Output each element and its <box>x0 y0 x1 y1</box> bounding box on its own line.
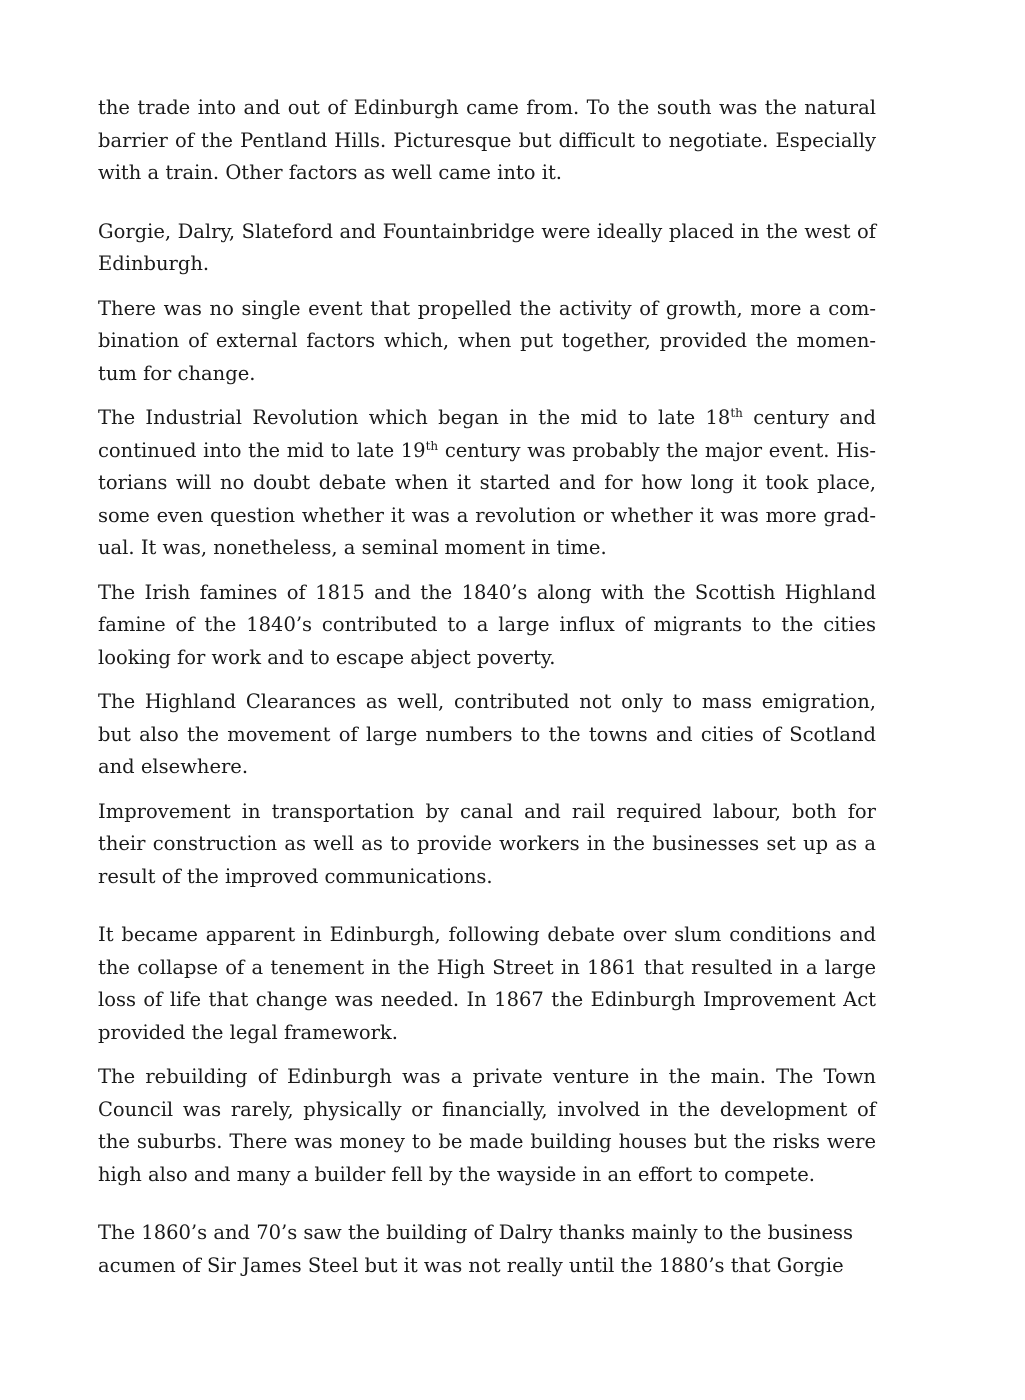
paragraph-4 <box>98 402 876 565</box>
paragraph-1 <box>98 92 876 190</box>
paragraph-4-text-c: century was probably the major event. Historians will no doubt debate when it started and for how long it took place, some even question whether it was a revolution or whether it was more gradual. It was, nonetheless, a seminal moment in time. <box>98 438 876 559</box>
paragraph-3-text: There was no single event that propelled the activity of growth, more a combination of external factors which, when put together, provided the momentum for change. <box>98 296 876 385</box>
paragraph-6 <box>98 686 876 784</box>
paragraph-7-text: Improvement in transportation by canal and rail required labour, both for their construction as well as to provide workers in the businesses set up as a result of the improved communications. <box>98 799 876 888</box>
paragraph-9 <box>98 1061 876 1191</box>
paragraph-4-text-a: The Industrial Revolution which began in the mid to late 18 <box>98 406 731 429</box>
paragraph-8 <box>98 919 876 1049</box>
paragraph-4-text-b: century and continued into the mid to late 19 <box>98 406 876 462</box>
paragraph-9-text: The rebuilding of Edinburgh was a private venture in the main. The Town Council was rarely, physically or financially, involved in the development of the suburbs. There was money to be made building houses but the risks were high also and many a builder fell by the wayside in an effort to compete. <box>98 1065 876 1186</box>
paragraph-10 <box>98 1217 876 1282</box>
paragraph-5-text: The Irish famines of 1815 and the 1840’s along with the Scottish Highland famine of the 1840’s contributed to a large influx of migrants to the cities looking for work and to escape abject poverty. <box>98 580 876 669</box>
ordinal-suffix: th <box>730 406 743 420</box>
paragraph-1-text: the trade into and out of Edinburgh came from. To the south was the natural barrier of the Pentland Hills. Picturesque but difficult to negotiate. Especially with a train. Other factors as well came into it. <box>98 96 876 184</box>
paragraph-2 <box>98 216 876 281</box>
paragraph-8-text: It became apparent in Edinburgh, following debate over slum conditions and the collapse of a tenement in the High Street in 1861 that resulted in a large loss of life that change was needed. In 1867 the Edinburgh Improvement Act provided the legal framework. <box>98 923 876 1044</box>
ordinal-suffix: th <box>425 438 439 453</box>
paragraph-2-text: Gorgie, Dalry, Slateford and Fountainbridge were ideally placed in the west of Edinburgh. <box>98 219 876 275</box>
document-page <box>98 92 876 1294</box>
paragraph-7 <box>98 796 876 894</box>
paragraph-10-text: The 1860’s and 70’s saw the building of Dalry thanks mainly to the business acumen of Sir James Steel but it was not really until the 1880’s that Gorgie <box>98 1221 854 1277</box>
paragraph-5 <box>98 577 876 675</box>
paragraph-3 <box>98 293 876 391</box>
paragraph-6-text: The Highland Clearances as well, contributed not only to mass emigration, but also the movement of large numbers to the towns and cities of Scotland and elsewhere. <box>98 690 876 778</box>
